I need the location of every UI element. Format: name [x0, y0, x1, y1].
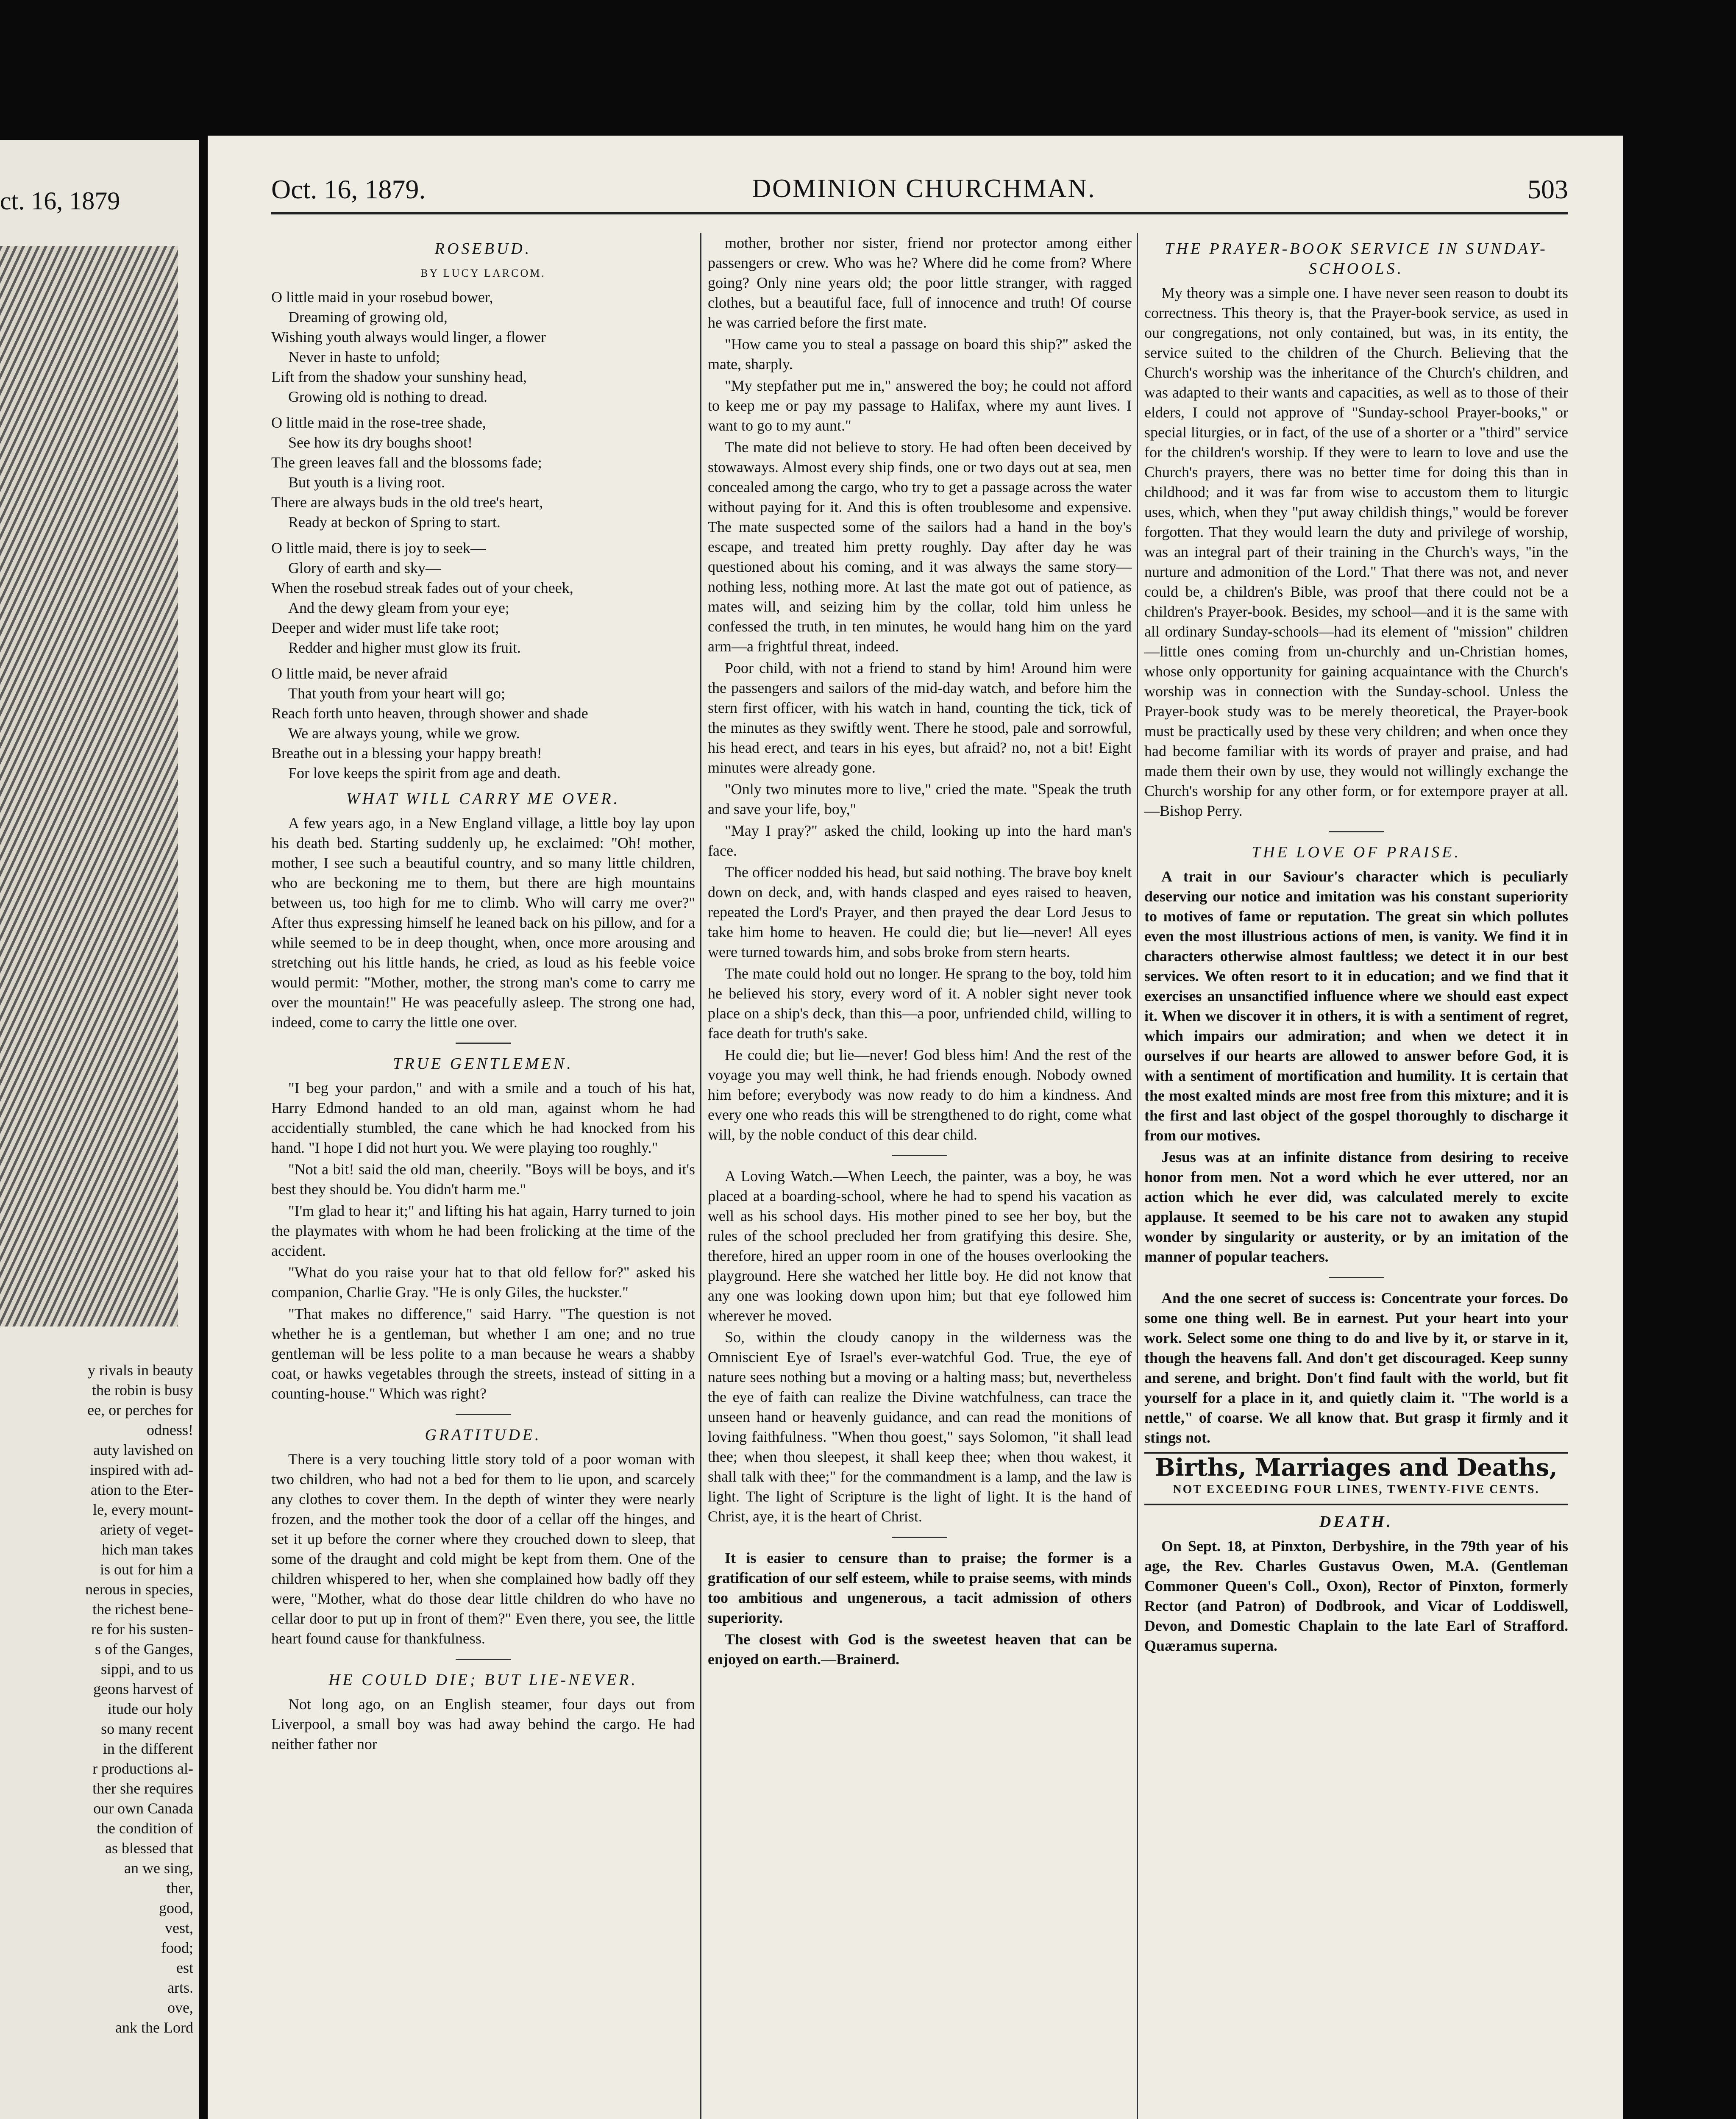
- text-line: an we sing,: [124, 1860, 193, 1877]
- column-1: [271, 233, 695, 1756]
- paragraph: There is a very touching little story told of a poor woman with two children, who had not a bed for them to lie upon, and scarcely any clothes to cover them. In the depth of winter they were nearly frozen, and the mother took the door of a cellar off the hinges, and set it up before the corner where they crouched down to sleep, that some of the draught and cold might be kept from them. One of the children whispered to her, when she complained how badly off they were, "Mother, what do those dear little children do who have no cellar door to put up in front of them?" Even there, you see, the little heart found cause for thankfulness.: [271, 1451, 695, 1647]
- separator: [1329, 1277, 1384, 1278]
- text-line: in the different: [103, 1740, 193, 1757]
- text-line: ther she requires: [92, 1780, 193, 1797]
- text-line: nerous in species,: [85, 1581, 193, 1598]
- column-3: [1144, 233, 1568, 1657]
- text-line: itude our holy: [108, 1700, 193, 1717]
- paragraph: The mate could hold out no longer. He sprang to the boy, told him he believed his story, every word of it. A nobler sight never took place on a ship's deck, than this—a poor, unfriended child, willing to face death for truth's sake.: [708, 965, 1132, 1042]
- text-line: ee, or perches for: [87, 1402, 193, 1418]
- quote-paragraph: The closest with God is the sweetest heaven that can be enjoyed on earth.—Brainerd.: [708, 1631, 1132, 1668]
- separator: [456, 1043, 511, 1044]
- poem-line: O little maid, there is joy to seek—: [271, 539, 486, 556]
- paragraph: A few years ago, in a New England village, a little boy lay upon his death bed. Starting suddenly up, he exclaimed: "Oh! mother, mother, I see such a beautiful country, and so many little children, who are beckoning me to them, but there are high mountains between us, too high for me to climb. Who will carry me over?" After thus expressing himself he leaned back on his pillow, and for a while seemed to be in deep thought, when, once more arousing and stretching out his little hands, he cried, as loud as his feeble voice would permit: "Mother, mother, the strong man's come to carry me over the mountain!" He was peacefully asleep. The strong one had, indeed, come to carry the little one over.: [271, 815, 695, 1031]
- paragraph: The officer nodded his head, but said nothing. The brave boy knelt down on deck, and, with hands clasped and eyes raised to heaven, repeated the Lord's Prayer, and then prayed the dear Lord Jesus to take him home to heaven. He could die; but lie—never! All eyes were turned towards him, and sobs broke from stern hearts.: [708, 864, 1132, 960]
- poem-byline: BY LUCY LARCOM.: [420, 267, 546, 279]
- notices-heading: Births, Marriages and Deaths,: [1144, 1452, 1568, 1478]
- poem-line: Ready at beckon of Spring to start.: [288, 514, 501, 531]
- previous-page-edge: [0, 140, 199, 2119]
- separator: [892, 1537, 947, 1538]
- section-title: HE COULD DIE; BUT LIE-NEVER.: [328, 1671, 638, 1689]
- death-heading: DEATH.: [1319, 1513, 1394, 1531]
- paragraph: "What do you raise your hat to that old fellow for?" asked his companion, Charlie Gray. "He is only Giles, the huckster.": [271, 1264, 695, 1301]
- column-rule: [1137, 233, 1138, 2119]
- poem-line: Reach forth unto heaven, through shower and shade: [271, 705, 588, 722]
- header-date: Oct. 16, 1879.: [271, 174, 426, 204]
- stanza: [271, 664, 695, 783]
- separator: [456, 1659, 511, 1660]
- poem-line: Lift from the shadow your sunshiny head,: [271, 368, 527, 385]
- engraving-illustration: [0, 246, 178, 1326]
- text-line: is out for him a: [100, 1561, 193, 1578]
- stanza: [271, 538, 695, 658]
- poem-line: Dreaming of growing old,: [288, 309, 448, 325]
- paragraph: mother, brother nor sister, friend nor protector among either passengers or crew. Who was he? Where did he come from? Where going? Only nine years old; the poor little stranger, with ragged clothes, but a beautiful face, full of innocence and truth! Of course he was carried before the first mate.: [708, 234, 1132, 331]
- scan-border: [1653, 0, 1736, 2119]
- text-line: geons harvest of: [93, 1680, 193, 1697]
- paragraph: "Not a bit! said the old man, cheerily. "Boys will be boys, and it's best they should be. You didn't harm me.": [271, 1161, 695, 1198]
- poem-line: Breathe out in a blessing your happy breath!: [271, 745, 542, 762]
- poem-line: Wishing youth always would linger, a flower: [271, 328, 546, 345]
- paragraph: So, within the cloudy canopy in the wilderness was the Omniscient Eye of Israel's ever-watchful God. True, the eye of nature sees nothing but a moving or a halting mass; but, nevertheless the eye of faith can realize the Divine watchfulness, can trace the unseen hand or heavenly guidance, and can read the monitions of loving faithfulness. "When thou goest," says Solomon, "it shall lead thee; when thou sleepest, it shall keep thee; when thou wakest, it shall talk with thee;" for the commandment is a lamp, and the law is light. The light of Scripture is the light of light. It is the hand of Christ, aye, it is the heart of Christ.: [708, 1329, 1132, 1525]
- text-line: le, every mount-: [93, 1501, 193, 1518]
- poem-line: When the rosebud streak fades out of your cheek,: [271, 579, 573, 596]
- previous-page-text: [85, 1360, 193, 2038]
- poem-line: O little maid in your rosebud bower,: [271, 289, 493, 306]
- previous-page-header: ct. 16, 1879: [0, 187, 120, 215]
- section-title: TRUE GENTLEMEN.: [393, 1055, 573, 1073]
- text-line: good,: [159, 1899, 193, 1916]
- poem-line: But youth is a living root.: [288, 474, 445, 491]
- text-line: ank the Lord: [115, 2019, 193, 2036]
- text-line: the condition of: [97, 1820, 193, 1837]
- header-title: DOMINION CHURCHMAN.: [752, 174, 1096, 203]
- text-line: as blessed that: [105, 1840, 193, 1857]
- section-title: GRATITUDE.: [425, 1426, 542, 1444]
- section-body: [1144, 283, 1568, 821]
- text-line: arts.: [167, 1979, 193, 1996]
- text-line: ation to the Eter-: [90, 1481, 193, 1498]
- paragraph: "I'm glad to hear it;" and lifting his hat again, Harry turned to join the playmates with whom he had been frolicking at the time of the accident.: [271, 1202, 695, 1259]
- paragraph: The mate did not believe to story. He had often been deceived by stowaways. Almost every ship finds, one or two days out at sea, men concealed among the cargo, who try to get a passage across the water without paying for it. And this is often troublesome and expensive. The mate suspected some of the sailors had a hand in the boy's escape, and treated him pretty roughly. Day after day he was questioned about his coming, and it was always the same story—nothing less, nothing more. At last the mate got out of patience, as mates will, and seizing him by the collar, told him unless he confessed the truth, in ten minutes, he would hang him on the yard arm—a frightful threat, indeed.: [708, 439, 1132, 655]
- paragraph: He could die; but lie—never! God bless him! And the rest of the voyage you may well think, he had friends enough. Nobody owned him before; everybody was now ready to do him a kindness. And every one who reads this will be strengthened to do right, come what will, by the noble conduct of this dear child.: [708, 1046, 1132, 1143]
- poem-line: O little maid, be never afraid: [271, 665, 448, 682]
- death-notice: On Sept. 18, at Pinxton, Derbyshire, in the 79th year of his age, the Rev. Charles Gustavus Owen, M.A. (Gentleman Commoner Queen's Coll., Oxon), Rector of Pinxton, formerly Rector (and Patron) of Dodbrook, and Vicar of Loddiswell, Devon, and Domestic Chaplain to the late Earl of Strafford. Quæramus superna.: [1144, 1538, 1568, 1654]
- stanza: [271, 413, 695, 532]
- text-line: inspired with ad-: [90, 1461, 193, 1478]
- text-line: sippi, and to us: [100, 1660, 193, 1677]
- text-line: ther,: [166, 1880, 193, 1897]
- separator: [892, 1155, 947, 1156]
- paragraph: My theory was a simple one. I have never seen reason to doubt its correctness. This theory is, that the Prayer-book service, as used in our congregations, not only contained, but was, in its entity, the service suited to the children of the Church. Believing that the Church's worship was the inheritance of the Church's children, and was adapted to their wants and capacities, as well as to those of their elders, I could not approve of "Sunday-school Prayer-books," or special liturgies, or in fact, of the use of a shorter or a "third" service for the children's worship. If they were to learn to love and use the Church's prayers, there was no better time for doing this than in childhood; and it was far from wise to accustom them to liturgic uses, which, when they "put away childish things," would be forever forgotten. That they would learn the duty and privilege of worship, was an integral part of their training in the Church's ways, "in the nurture and admonition of the Lord." That there was not, and never could be, a children's Bible, was proof that there could not be a children's Prayer-book. Besides, my school—and it is the same with all ordinary Sunday-schools—had its element of "mission" children—little ones coming from un-churchly and un-Christian homes, whose only opportunity for gaining acquaintance with the Church's worship was in connection with the Sunday-school. Unless the Prayer-book study was to be merely theoretical, the Prayer-book must be practically used by these very children; and when once they had become familiar with its words of prayer and praise, and had made them their own by use, they would not willingly exchange the Church's worship for any other form, or for extempore prayer at all.—Bishop Perry.: [1144, 284, 1568, 819]
- paragraph: "May I pray?" asked the child, looking up into the hard man's face.: [708, 822, 1132, 859]
- paragraph: It is easier to censure than to praise; the former is a gratification of our self esteem, while to praise seems, with minds too ambitious and ungenerous, a tacit admission of others superiority.: [708, 1549, 1132, 1626]
- stanza: [271, 287, 695, 407]
- poem-line: Never in haste to unfold;: [288, 348, 440, 365]
- text-line: ove,: [167, 1999, 193, 2016]
- text-line: the robin is busy: [92, 1382, 193, 1399]
- text-line: s of the Ganges,: [95, 1641, 193, 1657]
- poem-line: For love keeps the spirit from age and death.: [288, 765, 561, 781]
- paragraph: "My stepfather put me in," answered the boy; he could not afford to keep me or pay my passage to Halifax, where my aunt lives. I want to go to my aunt.": [708, 377, 1132, 434]
- poem-line: Deeper and wider must life take root;: [271, 619, 499, 636]
- poem-line: That youth from your heart will go;: [288, 685, 505, 702]
- section-title: THE LOVE OF PRAISE.: [1252, 843, 1461, 861]
- poem-line: Glory of earth and sky—: [288, 559, 441, 576]
- text-line: est: [176, 1959, 193, 1976]
- page-header: [271, 174, 1568, 214]
- separator: [1329, 831, 1384, 832]
- section-body: [271, 1694, 695, 1754]
- notices-rate: NOT EXCEEDING FOUR LINES, TWENTY-FIVE CENTS.: [1144, 1479, 1568, 1505]
- text-line: r productions al-: [92, 1760, 193, 1777]
- paragraph: "That makes no difference," said Harry. "The question is not whether he is a gentleman, but whether I am one; and no true gentleman will be less polite to a man because he wears a shabby coat, or hawks vegetables through the streets, instead of sitting in a counting-house." Which was right?: [271, 1305, 695, 1402]
- poem-line: We are always young, while we grow.: [288, 725, 520, 742]
- newspaper-page: [208, 136, 1623, 2119]
- paragraph: Poor child, with not a friend to stand by him! Around him were the passengers and sailors of the mid-day watch, and before him the stern first officer, with his watch in hand, counting the tick, tick of the minutes as they swiftly went. There he stood, pale and sorrowful, his head erect, and tears in his eyes, but afraid? no, not a bit! Eight minutes were already gone.: [708, 659, 1132, 776]
- text-line: vest,: [165, 1919, 193, 1936]
- loving-watch-paragraph: A Loving Watch.—When Leech, the painter, was a boy, he was placed at a boarding-school, where he had to spend his vacation as well as his school days. His mother pined to see her boy, but the rules of the school precluded her from gratifying this desire. She, therefore, hired an upper room in one of the houses overlooking the playground. Here she watched her little boy. He did not know that any one was looking down upon him; but that eye followed him wherever he moved.: [708, 1168, 1132, 1324]
- paragraph: A trait in our Saviour's character which is peculiarly deserving our notice and imitation was his constant superiority to motives of fame or reputation. The great sin which pollutes even the most illustrious actions of men, is vanity. We find it in characters otherwise almost faultless; we detect it in our best services. We often resort to it in education; and we find that it exercises an unsanctified influence where we should east expect it. When we discover it in others, it is with a sentiment of regret, which impairs our admiration; and when we detect it in ourselves if our hearts are allowed to answer before God, it is with a sentiment of mortification and humility. It is certain that the most exalted minds are most free from this mixture; and it is the first and last object of the gospel thoroughly to discharge it from our motives.: [1144, 868, 1568, 1144]
- poem-line: And the dewy gleam from your eye;: [288, 599, 509, 616]
- poem-line: See how its dry boughs shoot!: [288, 434, 473, 451]
- section-body: [1144, 867, 1568, 1267]
- paragraph: "Only two minutes more to live," cried the mate. "Speak the truth and save your life, boy,": [708, 781, 1132, 818]
- poem-body: [271, 287, 695, 783]
- paragraph: Not long ago, on an English steamer, four days out from Liverpool, a small boy was had away behind the cargo. He had neither father nor: [271, 1696, 695, 1752]
- column-2: [708, 233, 1132, 1671]
- paragraph: "I beg your pardon," and with a smile and a touch of his hat, Harry Edmond handed to an old man, against whom he had accidentially stumbled, the cane which he had knocked from his hand. "I hope I did not hurt you. We were playing too roughly.": [271, 1079, 695, 1156]
- section-body: [271, 1078, 695, 1404]
- paragraph: "How came you to steal a passage on board this ship?" asked the mate, sharply.: [708, 336, 1132, 373]
- text-line: our own Canada: [93, 1800, 193, 1817]
- poem-title: ROSEBUD.: [434, 240, 532, 258]
- text-line: hich man takes: [102, 1541, 193, 1558]
- text-line: odness!: [147, 1421, 193, 1438]
- text-line: re for his susten-: [91, 1621, 193, 1638]
- poem-line: O little maid in the rose-tree shade,: [271, 414, 486, 431]
- paragraph: Jesus was at an infinite distance from desiring to receive honor from men. Not a word which he ever uttered, nor an action which he ever did, was calculated merely to excite applause. It seemed to be his care not to awaken any stupid wonder by singularity or austerity, or by an imitation of the manner of popular teachers.: [1144, 1148, 1568, 1265]
- text-line: y rivals in beauty: [88, 1362, 193, 1379]
- text-line: auty lavished on: [93, 1441, 193, 1458]
- poem-line: Redder and higher must glow its fruit.: [288, 639, 521, 656]
- column-rule: [700, 233, 701, 2119]
- section-body: [271, 1449, 695, 1649]
- text-line: ariety of veget-: [100, 1521, 193, 1538]
- section-body: [271, 813, 695, 1032]
- separator: [456, 1414, 511, 1415]
- section-title: THE PRAYER-BOOK SERVICE IN SUNDAY-SCHOOLS.: [1165, 240, 1548, 278]
- story-continued: [708, 233, 1132, 1145]
- text-line: food;: [161, 1939, 193, 1956]
- page-number: 503: [1527, 174, 1568, 204]
- poem-line: Growing old is nothing to dread.: [288, 388, 487, 405]
- text-line: the richest bene-: [92, 1601, 193, 1618]
- text-line: so many recent: [101, 1720, 193, 1737]
- poem-line: The green leaves fall and the blossoms fade;: [271, 454, 542, 471]
- section-title: WHAT WILL CARRY ME OVER.: [346, 790, 620, 808]
- paragraph: And the one secret of success is: Concentrate your forces. Do some one thing well. Be in earnest. Put your heart into your work. Select some one thing to do and live by it, or starve in it, though the heavens fall. And don't get discouraged. Keep sunny and serene, and bright. Don't find fault with the world, but fit yourself for a place in it, and quietly claim it. "The world is a nettle," of coarse. We all know that. But grasp it firmly and it stings not.: [1144, 1290, 1568, 1446]
- poem-line: There are always buds in the old tree's heart,: [271, 494, 543, 511]
